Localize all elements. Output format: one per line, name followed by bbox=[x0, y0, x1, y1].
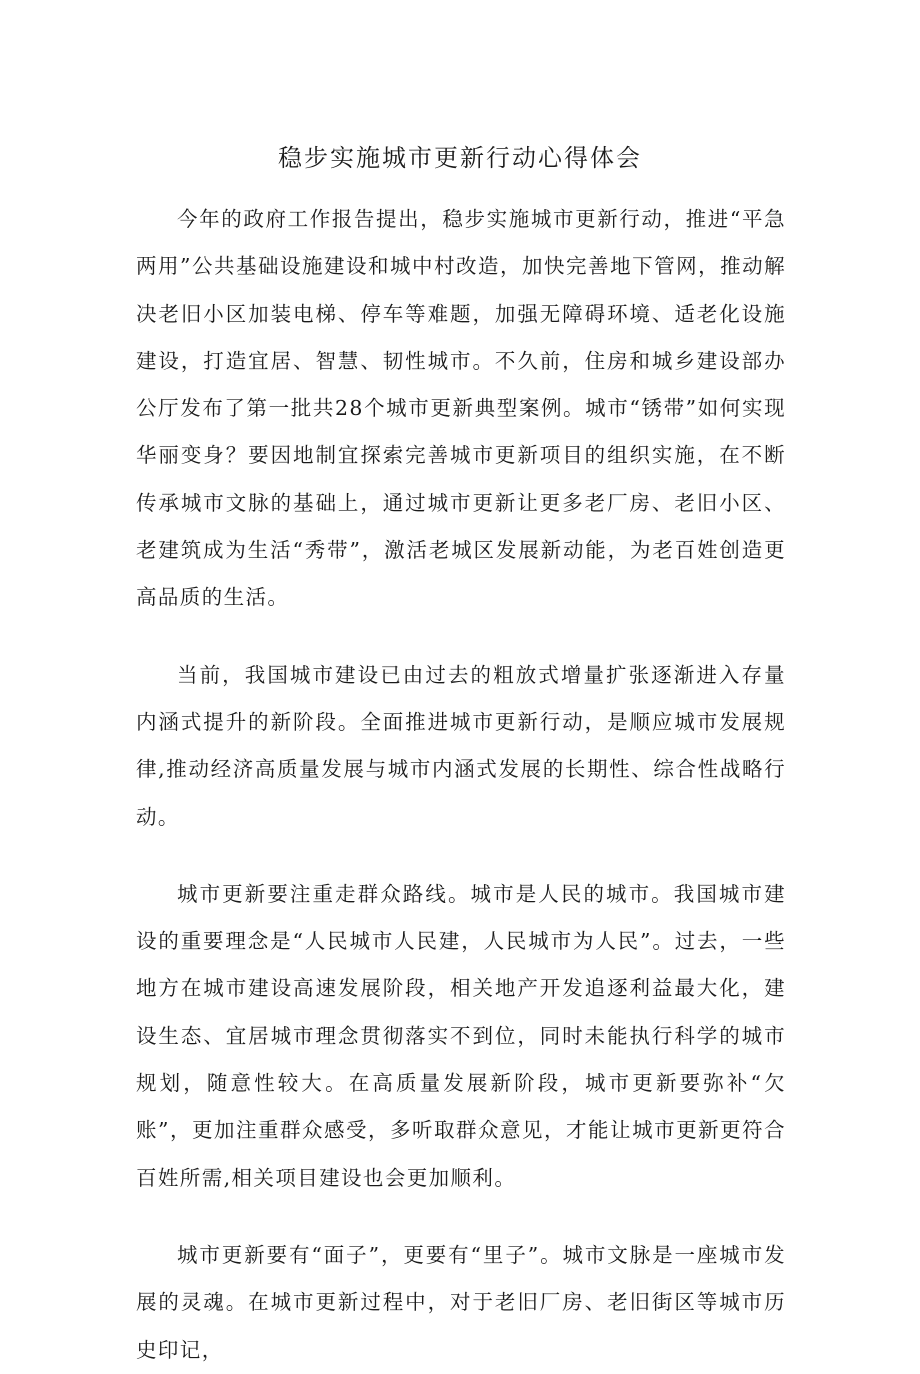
paragraph-2: 当前，我国城市建设已由过去的粗放式增量扩张逐渐进入存量内涵式提升的新阶段。全面推进城市更新行动，是顺应城市发展规律,推动经济高质量发展与城市内涵式发展的长期性、综合性战略行动。 bbox=[136, 662, 786, 829]
document-title: 稳步实施城市更新行动心得体会 bbox=[278, 144, 642, 172]
paragraph-4: 城市更新要有“面子”，更要有“里子”。城市文脉是一座城市发展的灵魂。在城市更新过程中，对于老旧厂房、老旧街区等城市历史印记， bbox=[136, 1242, 786, 1362]
document-body bbox=[136, 196, 786, 1374]
paragraph-3: 城市更新要注重走群众路线。城市是人民的城市。我国城市建设的重要理念是“人民城市人民建，人民城市为人民”。过去，一些地方在城市建设高速发展阶段，相关地产开发追逐利益最大化，建设生态、宜居城市理念贯彻落实不到位，同时未能执行科学的城市规划，随意性较大。在高质量发展新阶段，城市更新要弥补“欠账”，更加注重群众感受，多听取群众意见，才能让城市更新更符合百姓所需,相关项目建设也会更加顺利。 bbox=[136, 881, 786, 1190]
paragraph-1: 今年的政府工作报告提出，稳步实施城市更新行动，推进“平急两用”公共基础设施建设和城中村改造，加快完善地下管网，推动解决老旧小区加装电梯、停车等难题，加强无障碍环境、适老化设施建设，打造宜居、智慧、韧性城市。不久前，住房和城乡建设部办公厅发布了第一批共28个城市更新典型案例。城市“锈带”如何实现华丽变身？要因地制宜探索完善城市更新项目的组织实施，在不断传承城市文脉的基础上，通过城市更新让更多老厂房、老旧小区、老建筑成为生活“秀带”，激活老城区发展新动能，为老百姓创造更高品质的生活。 bbox=[136, 207, 786, 610]
